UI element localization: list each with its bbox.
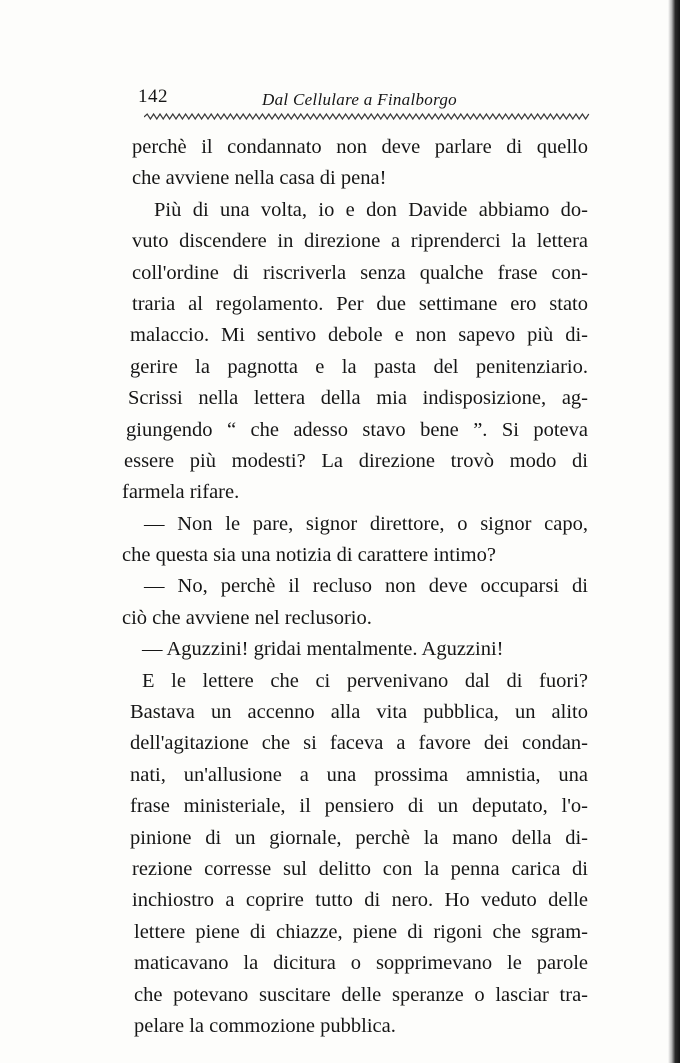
text-line: gerire la pagnotta e la pasta del penitenziario. [130, 355, 588, 378]
text-line: rezione corresse sul delitto con la penna carica di [132, 857, 588, 880]
text-line: E le lettere che ci pervenivano dal di fuori? [142, 669, 588, 692]
text-line: nati, un'allusione a una prossima amnistia, una [130, 763, 588, 786]
page-header [134, 86, 594, 110]
text-line: ciò che avviene nel reclusorio. [122, 606, 372, 629]
body-text [120, 132, 588, 1042]
page-number: 142 [138, 86, 168, 107]
text-line: traria al regolamento. Per due settimane ero stato [132, 292, 588, 315]
text-line: — Non le pare, signor direttore, o signor capo, [144, 512, 588, 535]
text-line: dell'agitazione che si faceva a favore dei condan- [130, 732, 588, 755]
text-line: malaccio. Mi sentivo debole e non sapevo più di- [130, 324, 588, 347]
text-line: — Aguzzini! gridai mentalmente. Aguzzini! [142, 638, 504, 661]
running-title: Dal Cellulare a Finalborgo [262, 90, 457, 109]
text-line: Scrissi nella lettera della mia indisposizione, ag- [128, 387, 588, 410]
text-line: — No, perchè il recluso non deve occuparsi di [144, 575, 588, 598]
text-line: essere più modesti? La direzione trovò modo di [124, 449, 588, 472]
text-line: lettere piene di chiazze, piene di rigoni che sgram- [134, 920, 588, 943]
text-line: vuto discendere in direzione a riprenderci la lettera [132, 230, 588, 253]
text-line: che questa sia una notizia di carattere intimo? [122, 544, 496, 567]
book-spine-shadow [668, 0, 680, 1063]
text-line: Bastava un accenno alla vita pubblica, un alito [130, 701, 588, 724]
text-line: che avviene nella casa di pena! [132, 167, 387, 190]
text-line: che potevano suscitare delle speranze o lasciar tra- [134, 983, 588, 1006]
wavy-header-rule [144, 112, 590, 122]
text-line: inchiostro a coprire tutto di nero. Ho veduto delle [132, 889, 588, 912]
text-line: pinione di un giornale, perchè la mano della di- [130, 826, 588, 849]
text-line: pelare la commozione pubblica. [134, 1014, 396, 1037]
text-line: frase ministeriale, il pensiero di un deputato, l'o- [130, 795, 588, 818]
text-line: farmela rifare. [122, 481, 240, 504]
text-line: perchè il condannato non deve parlare di quello [132, 136, 588, 158]
text-line: coll'ordine di riscriverla senza qualche frase con- [132, 261, 588, 284]
text-line: Più di una volta, io e don Davide abbiamo do- [154, 198, 588, 221]
text-line: giungendo “ che adesso stavo bene ”. Si poteva [126, 418, 588, 441]
text-line: maticavano la dicitura o sopprimevano le parole [134, 952, 588, 975]
